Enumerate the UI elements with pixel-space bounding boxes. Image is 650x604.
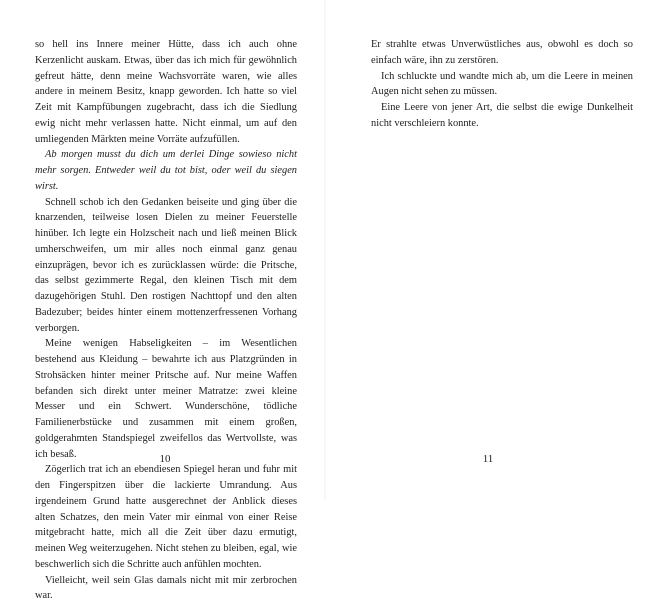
- italic-thought-paragraph: Ab morgen musst du dich um derlei Dinge sowieso nicht mehr sorgen. Entweder weil du tot bist, oder weil du siegen wirst.: [35, 147, 297, 194]
- paragraph: Meine wenigen Habseligkeiten – im Wesentlichen bestehend aus Kleidung – bewahrte ich aus Platzgründen in Strohsäcken hinter meiner Pritsche auf. Nur meine Waffen befanden sich direkt unter meiner Matratze: zwei kleine Messer und ein Schwert. Wunderschöne, tödliche Familienerbstücke und zusammen mit einem großen, goldgerahmten Standspiegel zweifellos das Wertvollste, was ich besaß.: [35, 336, 297, 462]
- paragraph: Er strahlte etwas Unverwüstliches aus, obwohl es doch so einfach wäre, ihn zu zerstören.: [371, 37, 633, 69]
- page-number-left: 10: [145, 452, 185, 466]
- paragraph: Zögerlich trat ich an ebendiesen Spiegel heran und fuhr mit den Fingerspitzen über die lackierte Umrandung. Aus irgendeinem Grund hatte ausgerechnet der Anblick dieses alten Schatzes, den mein Vater mir einmal von einer Reise mitgebracht hatte, mich all die Zeit über dazu ermutigt, meinen Weg weiterzugehen. Nicht stehen zu bleiben, egal, wie beschwerlich sich die Schritte auch anfühlen mochten.: [35, 462, 297, 572]
- paragraph: Schnell schob ich den Gedanken beiseite und ging über die knarzenden, teilweise losen Dielen zu meiner Feuerstelle hinüber. Ich legte ein Holzscheit nach und ließ meinen Blick umherschweifen, um mir alles noch einmal ganz genau einzuprägen, bevor ich es zurücklassen würde: die Pritsche, das selbst gezimmerte Regal, den kleinen Tisch mit dem dazugehörigen Stuhl. Den rostigen Nachttopf und den alten Badezuber; beides hinter einem mottenzerfressenen Vorhang verborgen.: [35, 195, 297, 337]
- left-page-text: [35, 37, 297, 604]
- paragraph: Ich schluckte und wandte mich ab, um die Leere in meinen Augen nicht sehen zu müssen.: [371, 69, 633, 101]
- right-page-text: [371, 37, 633, 132]
- paragraph: so hell ins Innere meiner Hütte, dass ich auch ohne Kerzenlicht auskam. Etwas, über das ich mich für gewöhnlich gefreut hätte, denn meine Wachsvorräte waren, wie alles andere in meinem Besitz, knapp geworden. Ich hatte so viel Zeit mit Kampfübungen zugebracht, dass ich die Siedlung ewig nicht mehr verlassen hatte. Nicht einmal, um auf den umliegenden Märkten meine Vorräte aufzufüllen.: [35, 37, 297, 147]
- page-number-right: 11: [468, 452, 508, 466]
- paragraph: Eine Leere von jener Art, die selbst die ewige Dunkelheit nicht verschleiern konnte.: [371, 100, 633, 132]
- left-page: [0, 0, 325, 500]
- right-page: [325, 0, 650, 500]
- paragraph: Vielleicht, weil sein Glas damals nicht mit mir zerbrochen war.: [35, 573, 297, 604]
